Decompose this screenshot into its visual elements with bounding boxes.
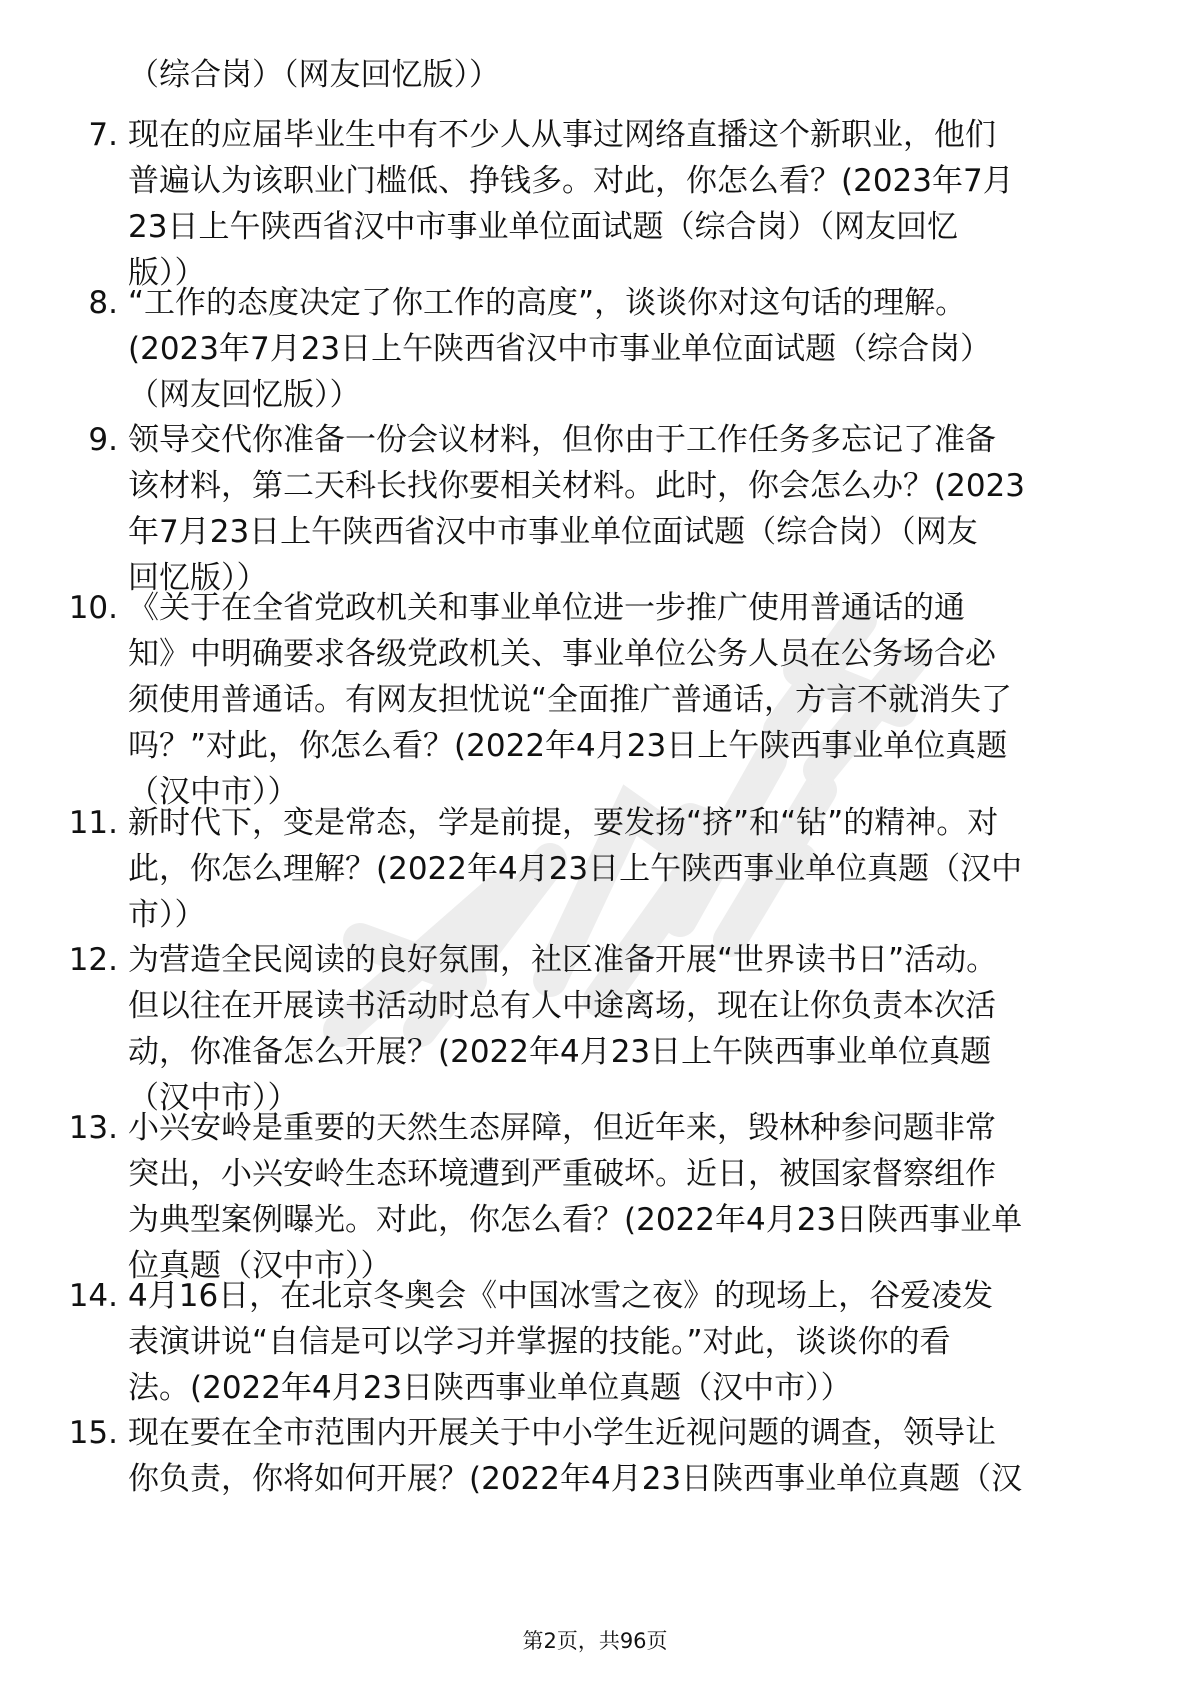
item-text (128, 937, 1128, 1121)
item-line: 知》中明确要求各级党政机关、事业单位公务人员在公务场合必 (128, 636, 996, 672)
item-text (128, 280, 1128, 418)
item-number: 7. (88, 117, 118, 153)
item-line: 你负责，你将如何开展？(2022年4月23日陕西事业单位真题（汉 (128, 1461, 1023, 1497)
item-line: 小兴安岭是重要的天然生态屏障，但近年来，毁林种参问题非常 (128, 1110, 996, 1146)
item-line: 为营造全民阅读的良好氛围，社区准备开展“世界读书日”活动。 (128, 942, 998, 978)
item-text (128, 585, 1128, 815)
item-line: 市）） (128, 897, 206, 933)
item-line: 现在要在全市范围内开展关于中小学生近视问题的调查，领导让 (128, 1415, 996, 1451)
item-line: （网友回忆版）） (128, 377, 361, 413)
item-line: 4月16日，在北京冬奥会《中国冰雪之夜》的现场上，谷爱凌发 (128, 1278, 994, 1314)
item-number: 11. (68, 805, 118, 841)
item-line: 版）） (128, 255, 206, 291)
item-line: 领导交代你准备一份会议材料，但你由于工作任务多忘记了准备 (128, 422, 996, 458)
item-text (128, 1273, 1128, 1411)
item-line: 须使用普通话。有网友担忧说“全面推广普通话，方言不就消失了 (128, 682, 1013, 718)
item-line: 新时代下，变是常态，学是前提，要发扬“挤”和“钻”的精神。对 (128, 805, 999, 841)
item-number: 12. (68, 942, 118, 978)
item-line: 吗？”对此，你怎么看？(2022年4月23日上午陕西事业单位真题 (128, 728, 1008, 764)
page-footer: 第2页，共96页 (522, 1629, 668, 1653)
item-number: 10. (68, 590, 118, 626)
item-line: 此，你怎么理解？(2022年4月23日上午陕西事业单位真题（汉中 (128, 851, 1023, 887)
item-line: 回忆版）） (128, 560, 268, 596)
item-line: 为典型案例曝光。对此，你怎么看？(2022年4月23日陕西事业单 (128, 1202, 1023, 1238)
item-line: 普遍认为该职业门槛低、挣钱多。对此，你怎么看？(2023年7月 (128, 163, 1014, 199)
item-number: 14. (68, 1278, 118, 1314)
item-text (128, 1410, 1128, 1502)
item-line: (2023年7月23日上午陕西省汉中市事业单位面试题（综合岗） (128, 331, 992, 367)
item-line: 法。(2022年4月23日陕西事业单位真题（汉中市）） (128, 1370, 852, 1406)
continuation-text: （综合岗）（网友回忆版）） (128, 57, 500, 93)
item-line: 该材料，第二天科长找你要相关材料。此时，你会怎么办？(2023 (128, 468, 1025, 504)
item-text (128, 1105, 1128, 1289)
item-line: 但以往在开展读书活动时总有人中途离场，现在让你负责本次活 (128, 988, 996, 1024)
item-line: 动，你准备怎么开展？(2022年4月23日上午陕西事业单位真题 (128, 1034, 992, 1070)
item-text (128, 112, 1128, 296)
item-line: 现在的应届毕业生中有不少人从事过网络直播这个新职业，他们 (128, 117, 996, 153)
item-text (128, 800, 1128, 938)
item-line: 表演讲说“自信是可以学习并掌握的技能。”对此，谈谈你的看 (128, 1324, 951, 1360)
item-line: （汉中市）） (128, 774, 299, 810)
item-line: “工作的态度决定了你工作的高度”，谈谈你对这句话的理解。 (128, 285, 967, 321)
item-line: （汉中市）） (128, 1080, 299, 1116)
item-number: 15. (68, 1415, 118, 1451)
item-number: 9. (88, 422, 118, 458)
item-line: 突出，小兴安岭生态环境遭到严重破坏。近日，被国家督察组作 (128, 1156, 996, 1192)
item-line: 23日上午陕西省汉中市事业单位面试题（综合岗）（网友回忆 (128, 209, 958, 245)
item-line: 《关于在全省党政机关和事业单位进一步推广使用普通话的通 (128, 590, 965, 626)
item-line: 位真题（汉中市）） (128, 1248, 392, 1284)
item-number: 13. (68, 1110, 118, 1146)
item-number: 8. (88, 285, 118, 321)
item-text (128, 417, 1128, 601)
item-line: 年7月23日上午陕西省汉中市事业单位面试题（综合岗）（网友 (128, 514, 978, 550)
